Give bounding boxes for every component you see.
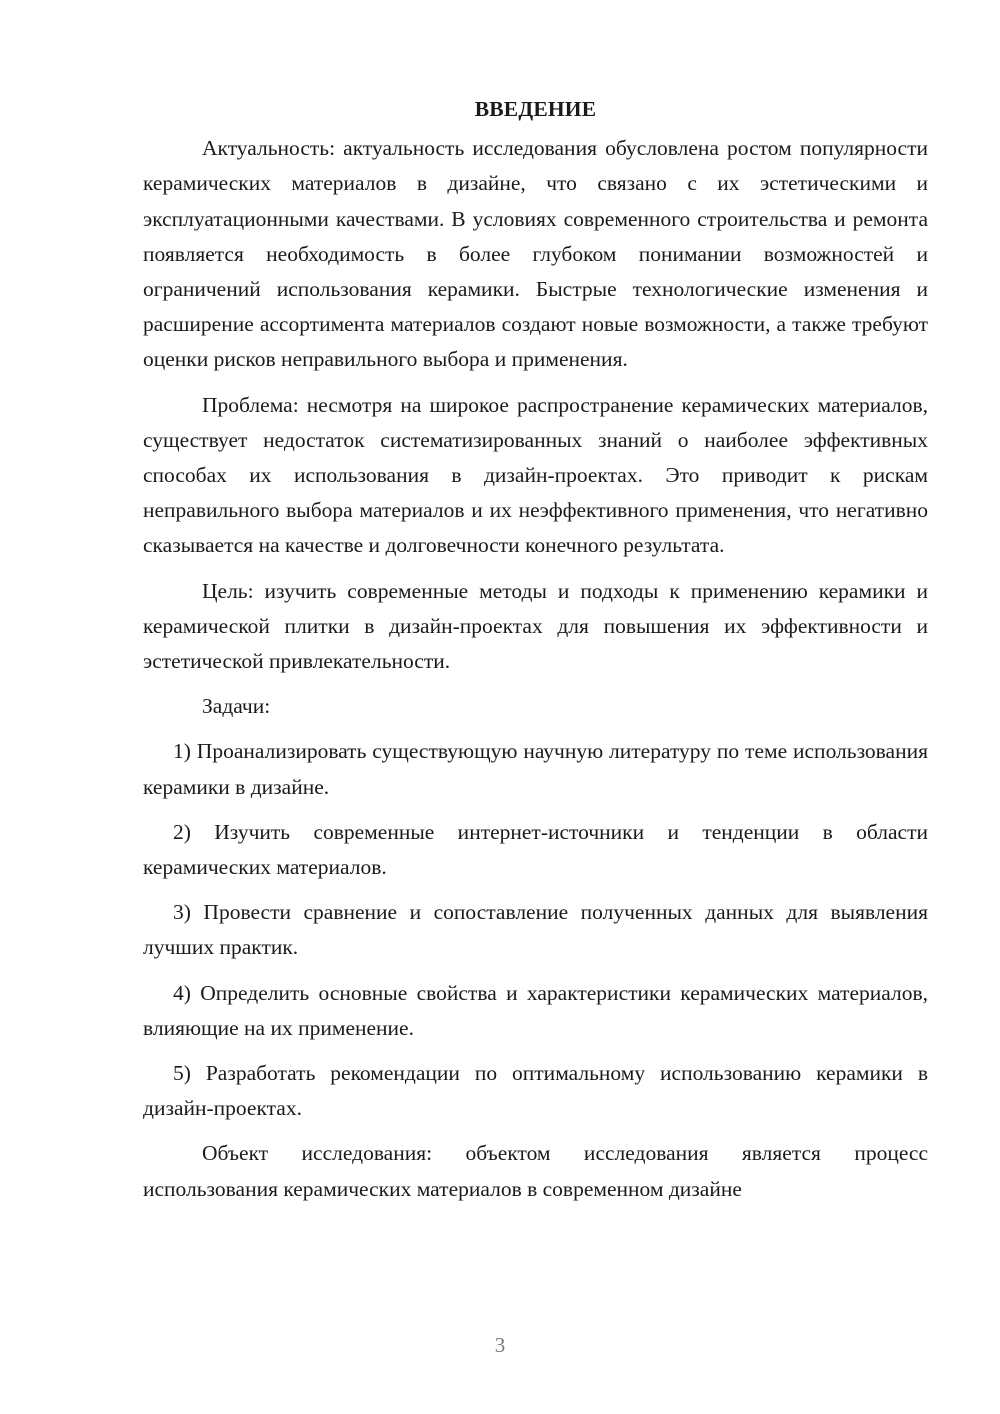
page-content: [143, 92, 928, 1217]
page-number: 3: [494, 1333, 506, 1357]
task-item-2: 2) Изучить современные интернет-источники и тенденции в области керамических материалов.: [143, 819, 928, 880]
task-item-3: 3) Провести сравнение и сопоставление полученных данных для выявления лучших практик.: [143, 900, 928, 960]
paragraph-problem: Проблема: несмотря на широкое распространение керамических материалов, существует недостаток систематизированных знаний о наиболее эффективных способах их использования в дизайн-проектах. Это приводит к рискам неправильного выбора материалов и их неэффективного применения, что негативно сказывается на качестве и долговечности конечного результата.: [143, 392, 928, 558]
task-item-1: 1) Проанализировать существующую научную литературу по теме использования керамики в дизайне.: [143, 739, 928, 799]
paragraph-goal: Цель: изучить современные методы и подходы к применению керамики и керамической плитки в дизайн-проектах для повышения их эффективности и эстетической привлекательности.: [143, 578, 928, 674]
section-heading: ВВЕДЕНИЕ: [474, 97, 597, 121]
task-item-5: 5) Разработать рекомендации по оптимальному использованию керамики в дизайн-проектах.: [143, 1061, 928, 1121]
paragraph-object: Объект исследования: объектом исследования является процесс использования керамических материалов в современном дизайне: [143, 1141, 928, 1201]
tasks-label: Задачи:: [202, 694, 271, 719]
task-item-4: 4) Определить основные свойства и характеристики керамических материалов, влияющие на их применение.: [143, 980, 928, 1040]
paragraph-relevance: Актуальность: актуальность исследования обусловлена ростом популярности керамических материалов в дизайне, что связано с их эстетическими и эксплуатационными качествами. В условиях современного строительства и ремонта появляется необходимость в более глубоком понимании возможностей и ограничений использования керамики. Быстрые технологические изменения и расширение ассортимента материалов создают новые возможности, а также требуют оценки рисков неправильного выбора и применения.: [143, 136, 928, 372]
